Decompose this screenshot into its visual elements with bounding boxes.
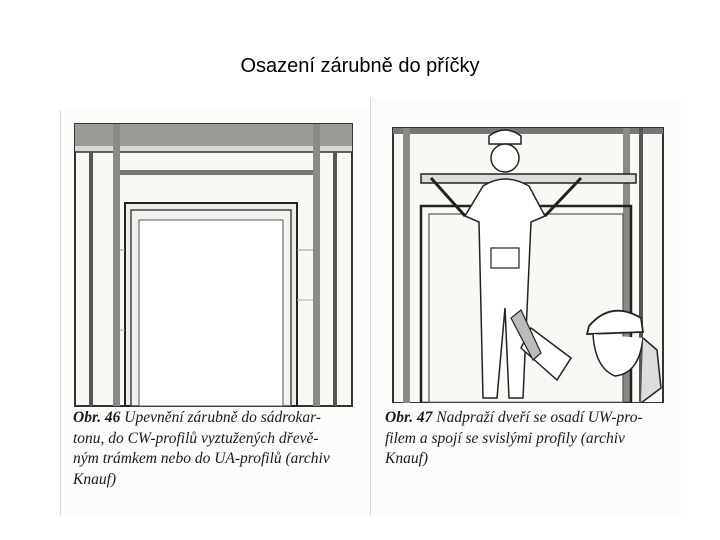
figure-46-caption-line-3: ným trámkem nebo do UA-profilů (archiv bbox=[73, 450, 330, 467]
figure-47-illustration bbox=[371, 98, 681, 403]
figure-46-caption-line-1: Upevnění zárubně do sádrokar- bbox=[124, 409, 321, 426]
figure-46-caption-line-2: tonu, do CW-profilů vyztužených dřevě- bbox=[73, 429, 319, 447]
figure-47-caption bbox=[385, 408, 675, 470]
figure-47-scan bbox=[370, 98, 681, 515]
figure-46-illustration bbox=[61, 110, 371, 410]
figure-47-caption-line-3: Knauf) bbox=[385, 450, 429, 467]
slide-title: Osazení zárubně do příčky bbox=[240, 55, 480, 77]
figure-46-caption bbox=[73, 408, 365, 490]
figure-46-caption-line-4: Knauf) bbox=[73, 470, 117, 488]
figure-46-number: Obr. 46 bbox=[73, 409, 121, 426]
figure-47-number: Obr. 47 bbox=[385, 409, 433, 426]
figure-46-scan bbox=[60, 110, 371, 515]
figure-47-caption-line-2: filem a spojí se svislými profily (archiv bbox=[385, 429, 625, 447]
figure-47-caption-line-1: Nadpraží dveří se osadí UW-pro- bbox=[436, 409, 643, 426]
